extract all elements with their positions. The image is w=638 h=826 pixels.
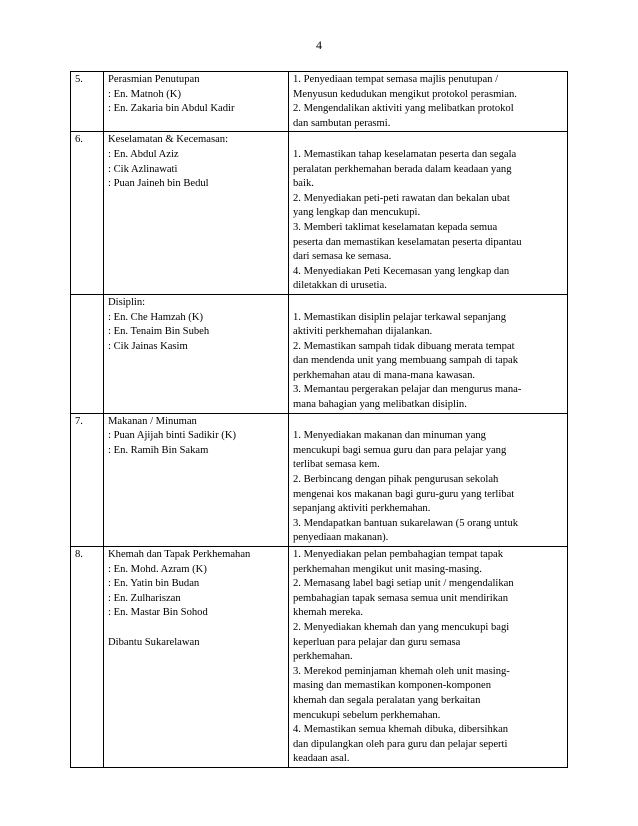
committee-member: : En. Tenaim Bin Subeh xyxy=(108,326,210,338)
committee-cell xyxy=(104,413,289,546)
row-number xyxy=(71,294,104,413)
task-line: 2. Memasang label bagi setiap unit / mengendalikan xyxy=(293,578,514,590)
task-line: 1. Memastikan disiplin pelajar terkawal sepanjang xyxy=(293,311,506,323)
task-line: 1. Menyediakan makanan dan minuman yang xyxy=(293,430,486,442)
table-row xyxy=(71,72,568,132)
committee-title: Keselamatan & Kecemasan: xyxy=(108,134,229,146)
task-cell xyxy=(289,72,568,132)
task-line: perkhemahan atau di mana-mana kawasan. xyxy=(293,369,476,381)
task-cell xyxy=(289,547,568,768)
task-line: perkhemahan. xyxy=(293,651,353,663)
task-line: baik. xyxy=(293,178,314,190)
row-number: 6. xyxy=(71,132,104,295)
task-line: aktiviti perkhemahan dijalankan. xyxy=(293,326,433,338)
task-line: 3. Mendapatkan bantuan sukarelawan (5 orang untuk xyxy=(293,517,519,529)
task-line: dan dipulangkan oleh para guru dan pelajar seperti xyxy=(293,738,508,750)
task-line: 2. Berbincang dengan pihak pengurusan sekolah xyxy=(293,474,499,486)
table-row xyxy=(71,294,568,413)
task-line: peserta dan memastikan keselamatan peserta dipantau xyxy=(293,236,522,248)
task-line: 2. Memastikan sampah tidak dibuang merata tempat xyxy=(293,340,515,352)
duty-table xyxy=(70,71,568,768)
row-number: 5. xyxy=(71,72,104,132)
task-line: mencukupi sebelum perkhemahan. xyxy=(293,709,441,721)
committee-member: : En. Che Hamzah (K) xyxy=(108,311,204,323)
committee-cell xyxy=(104,72,289,132)
task-line: mengenai kos makanan bagi guru-guru yang terlibat xyxy=(293,488,515,500)
duty-table-body xyxy=(71,72,568,768)
task-line: 1. Menyediakan pelan pembahagian tempat tapak xyxy=(293,549,504,560)
task-cell xyxy=(289,294,568,413)
committee-member: : En. Ramih Bin Sakam xyxy=(108,444,209,456)
committee-member: : En. Matnoh (K) xyxy=(108,88,181,100)
task-line: dan sambutan perasmi. xyxy=(293,117,391,129)
table-row xyxy=(71,547,568,768)
committee-member: : En. Zakaria bin Abdul Kadir xyxy=(108,103,235,115)
task-line: dari semasa ke semasa. xyxy=(293,251,392,263)
task-line: penyediaan makanan). xyxy=(293,532,389,544)
committee-cell xyxy=(104,547,289,768)
task-line: keperluan para pelajar dan guru semasa xyxy=(293,636,461,648)
row-number: 7. xyxy=(71,413,104,546)
task-line: yang lengkap dan mencukupi. xyxy=(293,207,421,219)
task-line: 3. Memberi taklimat keselamatan kepada semua xyxy=(293,221,498,233)
task-line: Menyusun kedudukan mengikut protokol perasmian. xyxy=(293,88,517,100)
committee-member: : Cik Jainas Kasim xyxy=(108,340,188,352)
task-line: 3. Merekod peminjaman khemah oleh unit masing- xyxy=(293,665,510,677)
task-line: perkhemahan mengikut unit masing-masing. xyxy=(293,563,482,575)
committee-title: Perasmian Penutupan xyxy=(108,74,200,85)
task-cell xyxy=(289,132,568,295)
committee-member: : En. Abdul Aziz xyxy=(108,148,179,160)
committee-member: : Cik Azlinawati xyxy=(108,163,178,175)
task-line: keadaan asal. xyxy=(293,753,350,765)
task-line: masing dan memastikan komponen-komponen xyxy=(293,680,492,692)
task-line: 4. Menyediakan Peti Kecemasan yang lengkap dan xyxy=(293,265,510,277)
task-line: khemah mereka. xyxy=(293,607,364,619)
task-line: diletakkan di urusetia. xyxy=(293,280,387,292)
row-number: 8. xyxy=(71,547,104,768)
task-line: dan mendenda unit yang membuang sampah di tapak xyxy=(293,355,519,367)
task-line: 3. Memantau pergerakan pelajar dan mengurus mana- xyxy=(293,384,522,396)
committee-member: : Puan Jaineh bin Bedul xyxy=(108,178,209,190)
committee-member: : En. Mohd. Azram (K) xyxy=(108,563,207,575)
committee-member: : En. Mastar Bin Sohod xyxy=(108,607,208,619)
page-number: 4 xyxy=(316,38,322,52)
committee-cell xyxy=(104,132,289,295)
task-line: peralatan perkhemahan berada dalam keadaan yang xyxy=(293,163,512,175)
committee-title: Makanan / Minuman xyxy=(108,415,197,427)
task-cell xyxy=(289,413,568,546)
task-line: 1. Memastikan tahap keselamatan peserta dan segala xyxy=(293,148,517,160)
task-line: terlibat semasa kem. xyxy=(293,459,380,471)
committee-member: Dibantu Sukarelawan xyxy=(108,636,200,648)
committee-title: Khemah dan Tapak Perkhemahan xyxy=(108,549,251,560)
task-line: 2. Mengendalikan aktiviti yang melibatkan protokol xyxy=(293,103,514,115)
task-line: 1. Penyediaan tempat semasa majlis penutupan / xyxy=(293,74,499,85)
committee-member: : En. Zulhariszan xyxy=(108,592,181,604)
task-line: 2. Menyediakan peti-peti rawatan dan bekalan ubat xyxy=(293,192,510,204)
committee-member: : En. Yatin bin Budan xyxy=(108,578,200,590)
committee-cell xyxy=(104,294,289,413)
task-line: khemah dan segala peralatan yang berkaitan xyxy=(293,694,481,706)
table-row xyxy=(71,132,568,295)
committee-title: Disiplin: xyxy=(108,296,146,308)
task-line: 2. Menyediakan khemah dan yang mencukupi bagi xyxy=(293,621,510,633)
committee-member: : Puan Ajijah binti Sadikir (K) xyxy=(108,430,236,442)
task-line: mencukupi bagi semua guru dan para pelajar yang xyxy=(293,444,507,456)
task-line: pembahagian tapak semasa semua unit mendirikan xyxy=(293,592,509,604)
task-line: 4. Memastikan semua khemah dibuka, dibersihkan xyxy=(293,724,509,736)
task-line: sepanjang aktiviti perkhemahan. xyxy=(293,503,431,515)
task-line: mana bahagian yang melibatkan disiplin. xyxy=(293,399,467,411)
table-row xyxy=(71,413,568,546)
